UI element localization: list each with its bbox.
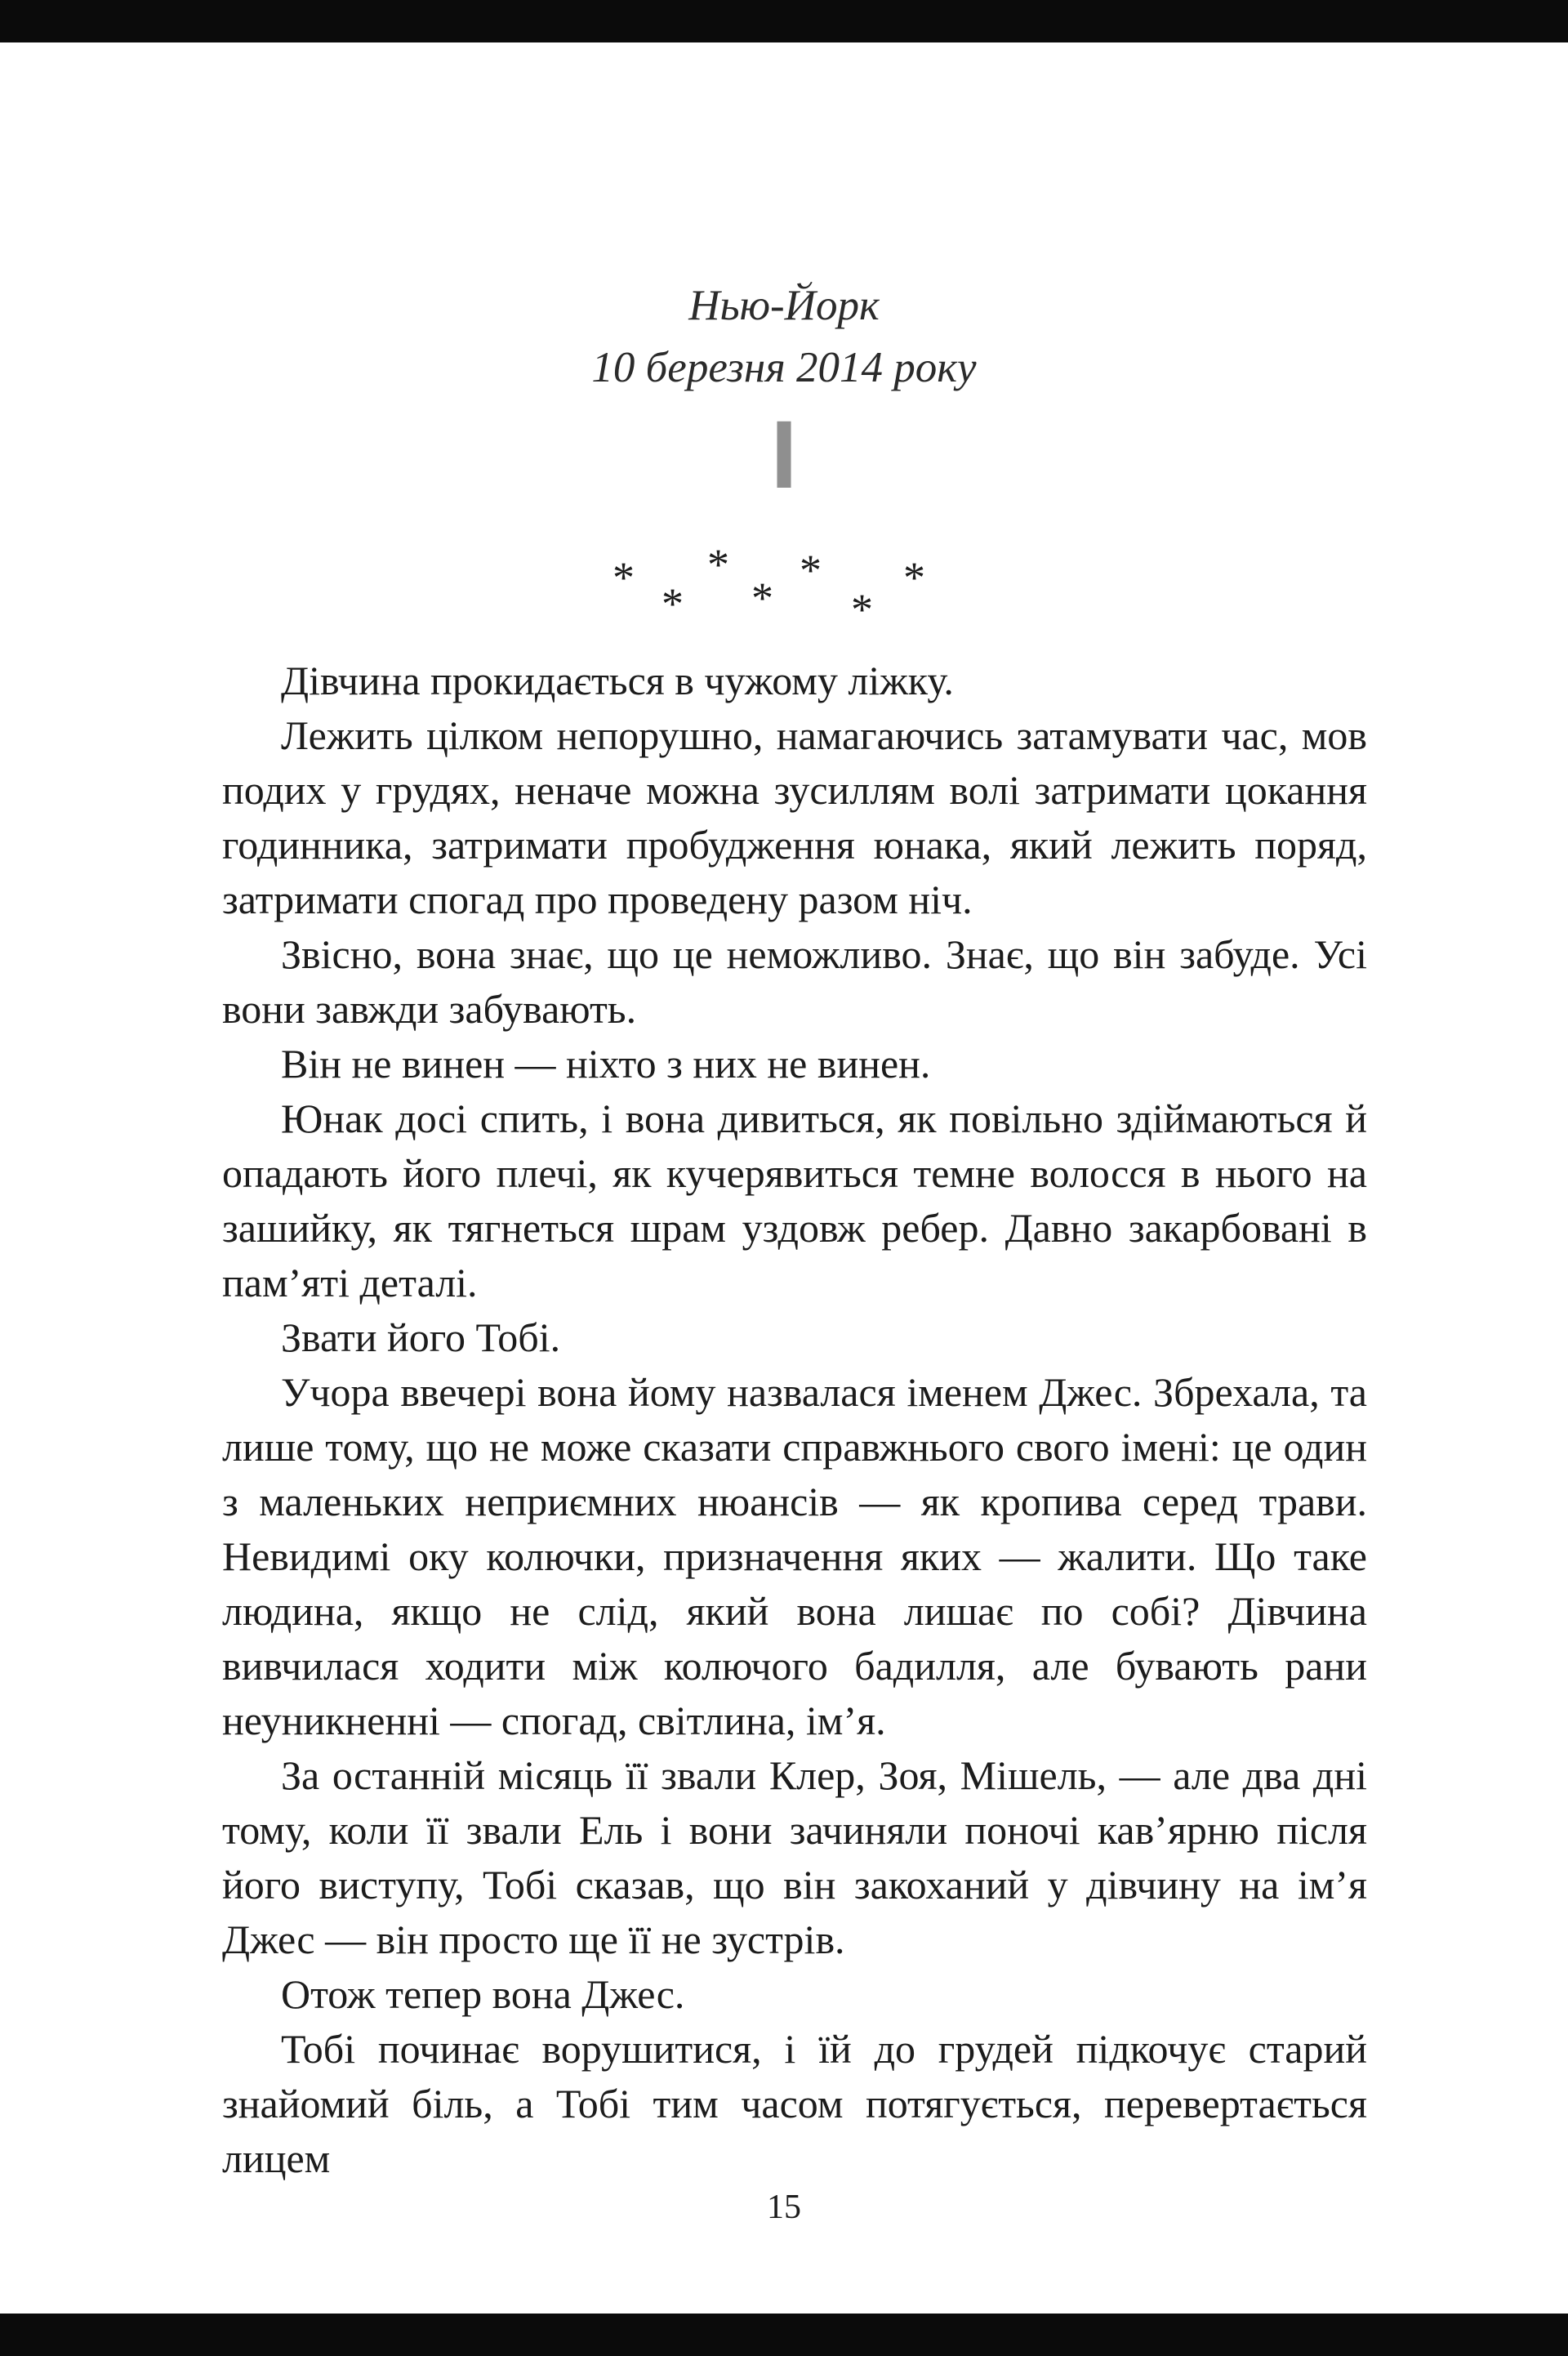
bottom-edge-bar	[0, 2314, 1568, 2356]
paragraph: Звати його Тобі.	[281, 1314, 561, 1360]
star-icon: *	[851, 585, 873, 634]
page-number: 15	[767, 2189, 801, 2226]
paragraph: Тобі починає ворушитися, і їй до грудей підкочує старий знайомий біль, а Тобі тим часом потягується, перевертається лицем	[222, 2026, 1367, 2181]
star-icon: *	[903, 553, 925, 602]
star-icon: *	[751, 573, 773, 622]
paragraph: Лежить цілком непорушно, намагаючись затамувати час, мов подих у грудях, неначе можна зусиллям волі затримати цокання годинника, затримати пробудження юнака, який лежить поряд, затримати спогад про проведену разом ніч.	[222, 712, 1367, 922]
star-icon: *	[612, 553, 635, 602]
body-text	[222, 654, 1367, 2186]
paragraph: Отож тепер вона Джес.	[281, 1971, 685, 2017]
top-edge-bar	[0, 0, 1568, 42]
paragraph: Він не винен — ніхто з них не винен.	[281, 1041, 931, 1087]
chapter-date: 10 березня 2014 року	[591, 344, 977, 391]
paragraph: Учора ввечері вона йому назвалася іменем Джес. Збрехала, та лише тому, що не може сказати справжнього свого імені: це один з маленьких неприємних нюансів — як кропива серед трави. Невидимі оку колючки, призначення яких — жалити. Що таке людина, якщо не слід, який вона лишає по собі? Дівчина вивчилася ходити між колючого бадилля, але бувають рани неуникненні — спогад, світлина, ім’я.	[222, 1369, 1367, 1743]
star-icon: *	[800, 546, 822, 595]
star-divider	[612, 541, 956, 655]
paragraph: За останній місяць її звали Клер, Зоя, Мішель, — але два дні тому, коли її звали Ель і вони зачиняли поночі кав’ярню після його виступу, Тобі сказав, що він закоханий у дівчину на ім’я Джес — він просто ще її не зустрів.	[222, 1752, 1367, 1962]
star-icon: *	[662, 579, 684, 628]
paragraph: Дівчина прокидається в чужому ліжку.	[281, 658, 954, 703]
chapter-location: Нью-Йорк	[688, 282, 880, 329]
chapter-header	[0, 274, 1568, 399]
chapter-numeral: I	[770, 401, 798, 509]
paragraph: Юнак досі спить, і вона дивиться, як повільно здіймаються й опадають його плечі, як кучерявиться темне волосся в нього на зашийку, як тягнеться шрам уздовж ребер. Давно закарбовані в пам’яті деталі.	[222, 1095, 1367, 1305]
paragraph: Звісно, вона знає, що це неможливо. Знає, що він забуде. Усі вони завжди забувають.	[222, 931, 1367, 1032]
star-icon: *	[707, 540, 729, 589]
